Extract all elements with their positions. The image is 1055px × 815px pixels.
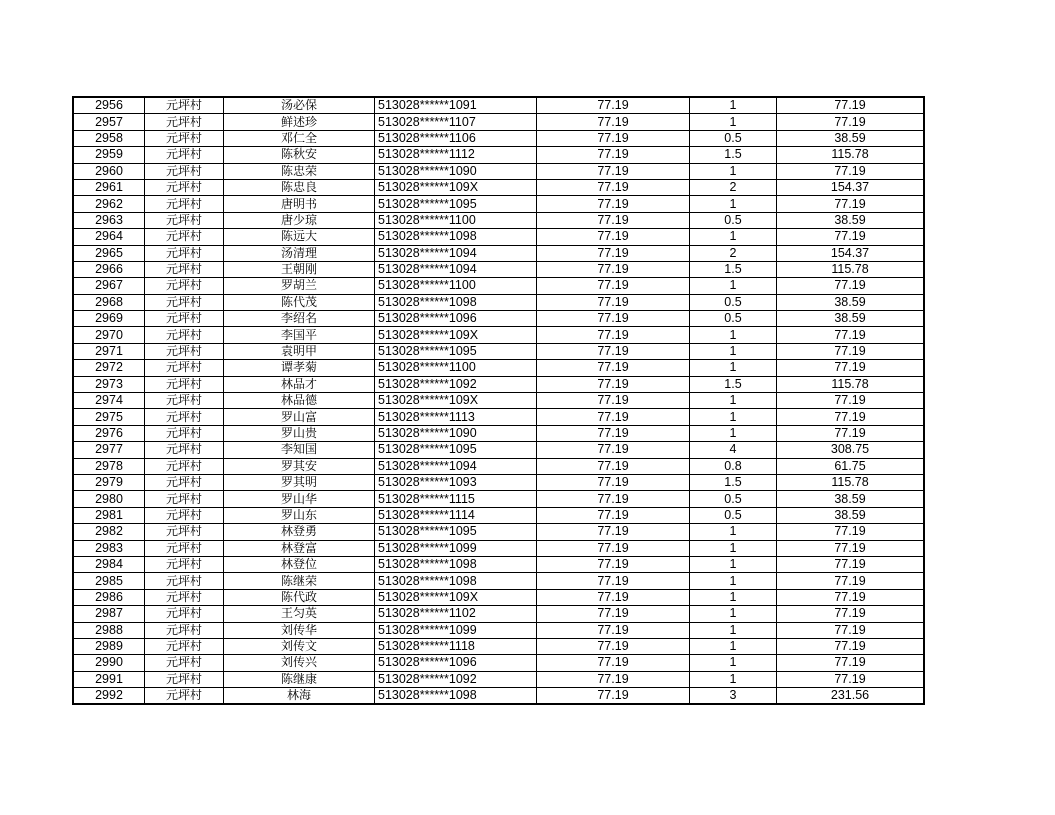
village-cell: 元坪村: [145, 524, 224, 540]
amount-cell: 38.59: [777, 130, 925, 146]
village-cell: 元坪村: [145, 163, 224, 179]
id-number-cell: 513028******1094: [375, 261, 537, 277]
rate-cell: 77.19: [537, 212, 690, 228]
area-cell: 1.5: [690, 376, 777, 392]
id-number-cell: 513028******1118: [375, 638, 537, 654]
amount-cell: 77.19: [777, 278, 925, 294]
rate-cell: 77.19: [537, 343, 690, 359]
name-cell: 林登位: [224, 556, 375, 572]
amount-cell: 115.78: [777, 474, 925, 490]
area-cell: 1: [690, 163, 777, 179]
village-cell: 元坪村: [145, 606, 224, 622]
table-row: [73, 474, 924, 490]
id-number-cell: 513028******109X: [375, 589, 537, 605]
name-cell: 陈继荣: [224, 573, 375, 589]
rate-cell: 77.19: [537, 622, 690, 638]
row-number-cell: 2966: [73, 261, 145, 277]
area-cell: 1: [690, 114, 777, 130]
rate-cell: 77.19: [537, 556, 690, 572]
area-cell: 1: [690, 196, 777, 212]
area-cell: 1: [690, 229, 777, 245]
village-cell: 元坪村: [145, 638, 224, 654]
table-row: [73, 622, 924, 638]
rate-cell: 77.19: [537, 524, 690, 540]
table-row: [73, 130, 924, 146]
village-cell: 元坪村: [145, 622, 224, 638]
village-cell: 元坪村: [145, 245, 224, 261]
area-cell: 0.5: [690, 491, 777, 507]
id-number-cell: 513028******1096: [375, 655, 537, 671]
area-cell: 0.5: [690, 212, 777, 228]
row-number-cell: 2980: [73, 491, 145, 507]
rate-cell: 77.19: [537, 229, 690, 245]
id-number-cell: 513028******1100: [375, 360, 537, 376]
name-cell: 汤清理: [224, 245, 375, 261]
village-cell: 元坪村: [145, 409, 224, 425]
id-number-cell: 513028******1098: [375, 556, 537, 572]
amount-cell: 38.59: [777, 491, 925, 507]
row-number-cell: 2983: [73, 540, 145, 556]
table-row: [73, 327, 924, 343]
name-cell: 李国平: [224, 327, 375, 343]
name-cell: 林登富: [224, 540, 375, 556]
name-cell: 王朝刚: [224, 261, 375, 277]
name-cell: 罗其安: [224, 458, 375, 474]
id-number-cell: 513028******1112: [375, 147, 537, 163]
name-cell: 袁明甲: [224, 343, 375, 359]
rate-cell: 77.19: [537, 179, 690, 195]
rate-cell: 77.19: [537, 114, 690, 130]
id-number-cell: 513028******1113: [375, 409, 537, 425]
amount-cell: 77.19: [777, 524, 925, 540]
table-row: [73, 393, 924, 409]
id-number-cell: 513028******1107: [375, 114, 537, 130]
table-row: [73, 179, 924, 195]
amount-cell: 77.19: [777, 327, 925, 343]
area-cell: 1: [690, 425, 777, 441]
id-number-cell: 513028******1095: [375, 524, 537, 540]
rate-cell: 77.19: [537, 97, 690, 114]
area-cell: 1: [690, 573, 777, 589]
area-cell: 0.5: [690, 130, 777, 146]
name-cell: 林品德: [224, 393, 375, 409]
table-row: [73, 278, 924, 294]
rate-cell: 77.19: [537, 311, 690, 327]
table-row: [73, 409, 924, 425]
name-cell: 陈秋安: [224, 147, 375, 163]
amount-cell: 38.59: [777, 507, 925, 523]
name-cell: 林登勇: [224, 524, 375, 540]
name-cell: 唐明书: [224, 196, 375, 212]
table-row: [73, 311, 924, 327]
name-cell: 陈代政: [224, 589, 375, 605]
row-number-cell: 2974: [73, 393, 145, 409]
village-cell: 元坪村: [145, 507, 224, 523]
table-row: [73, 442, 924, 458]
rate-cell: 77.19: [537, 491, 690, 507]
row-number-cell: 2968: [73, 294, 145, 310]
name-cell: 罗山东: [224, 507, 375, 523]
amount-cell: 77.19: [777, 655, 925, 671]
rate-cell: 77.19: [537, 196, 690, 212]
amount-cell: 38.59: [777, 311, 925, 327]
village-cell: 元坪村: [145, 261, 224, 277]
area-cell: 1.5: [690, 147, 777, 163]
row-number-cell: 2969: [73, 311, 145, 327]
rate-cell: 77.19: [537, 507, 690, 523]
id-number-cell: 513028******1094: [375, 458, 537, 474]
name-cell: 陈继康: [224, 671, 375, 687]
id-number-cell: 513028******1114: [375, 507, 537, 523]
row-number-cell: 2973: [73, 376, 145, 392]
village-cell: 元坪村: [145, 376, 224, 392]
amount-cell: 308.75: [777, 442, 925, 458]
name-cell: 陈忠荣: [224, 163, 375, 179]
area-cell: 1: [690, 524, 777, 540]
name-cell: 陈远大: [224, 229, 375, 245]
amount-cell: 77.19: [777, 622, 925, 638]
amount-cell: 77.19: [777, 343, 925, 359]
village-cell: 元坪村: [145, 688, 224, 705]
id-number-cell: 513028******1106: [375, 130, 537, 146]
amount-cell: 77.19: [777, 196, 925, 212]
row-number-cell: 2985: [73, 573, 145, 589]
amount-cell: 77.19: [777, 393, 925, 409]
amount-cell: 77.19: [777, 589, 925, 605]
rate-cell: 77.19: [537, 688, 690, 705]
amount-cell: 77.19: [777, 540, 925, 556]
id-number-cell: 513028******1098: [375, 294, 537, 310]
rate-cell: 77.19: [537, 671, 690, 687]
table-row: [73, 229, 924, 245]
table-row: [73, 425, 924, 441]
id-number-cell: 513028******109X: [375, 327, 537, 343]
village-cell: 元坪村: [145, 212, 224, 228]
row-number-cell: 2981: [73, 507, 145, 523]
row-number-cell: 2964: [73, 229, 145, 245]
table-row: [73, 638, 924, 654]
amount-cell: 115.78: [777, 376, 925, 392]
name-cell: 李绍名: [224, 311, 375, 327]
name-cell: 邓仁全: [224, 130, 375, 146]
row-number-cell: 2987: [73, 606, 145, 622]
table-row: [73, 589, 924, 605]
rate-cell: 77.19: [537, 474, 690, 490]
table-row: [73, 294, 924, 310]
village-cell: 元坪村: [145, 229, 224, 245]
table-row: [73, 655, 924, 671]
id-number-cell: 513028******1098: [375, 573, 537, 589]
table-row: [73, 147, 924, 163]
area-cell: 0.5: [690, 507, 777, 523]
id-number-cell: 513028******1095: [375, 343, 537, 359]
row-number-cell: 2962: [73, 196, 145, 212]
amount-cell: 77.19: [777, 606, 925, 622]
table-body: [73, 97, 924, 704]
area-cell: 1: [690, 589, 777, 605]
table-row: [73, 114, 924, 130]
amount-cell: 115.78: [777, 261, 925, 277]
row-number-cell: 2958: [73, 130, 145, 146]
row-number-cell: 2984: [73, 556, 145, 572]
table-row: [73, 491, 924, 507]
row-number-cell: 2976: [73, 425, 145, 441]
row-number-cell: 2975: [73, 409, 145, 425]
id-number-cell: 513028******109X: [375, 179, 537, 195]
name-cell: 汤必保: [224, 97, 375, 114]
rate-cell: 77.19: [537, 360, 690, 376]
amount-cell: 77.19: [777, 229, 925, 245]
amount-cell: 38.59: [777, 212, 925, 228]
village-cell: 元坪村: [145, 655, 224, 671]
amount-cell: 61.75: [777, 458, 925, 474]
village-cell: 元坪村: [145, 474, 224, 490]
area-cell: 4: [690, 442, 777, 458]
row-number-cell: 2965: [73, 245, 145, 261]
village-cell: 元坪村: [145, 540, 224, 556]
id-number-cell: 513028******1098: [375, 688, 537, 705]
area-cell: 0.5: [690, 294, 777, 310]
rate-cell: 77.19: [537, 458, 690, 474]
table-row: [73, 376, 924, 392]
row-number-cell: 2989: [73, 638, 145, 654]
name-cell: 刘传华: [224, 622, 375, 638]
row-number-cell: 2963: [73, 212, 145, 228]
table-row: [73, 507, 924, 523]
name-cell: 林品才: [224, 376, 375, 392]
area-cell: 1: [690, 343, 777, 359]
village-cell: 元坪村: [145, 196, 224, 212]
table-row: [73, 556, 924, 572]
amount-cell: 77.19: [777, 573, 925, 589]
area-cell: 1: [690, 638, 777, 654]
rate-cell: 77.19: [537, 589, 690, 605]
area-cell: 3: [690, 688, 777, 705]
area-cell: 1: [690, 393, 777, 409]
rate-cell: 77.19: [537, 376, 690, 392]
name-cell: 刘传文: [224, 638, 375, 654]
rate-cell: 77.19: [537, 327, 690, 343]
table-row: [73, 671, 924, 687]
area-cell: 1.5: [690, 261, 777, 277]
table-row: [73, 360, 924, 376]
rate-cell: 77.19: [537, 245, 690, 261]
area-cell: 1: [690, 556, 777, 572]
id-number-cell: 513028******1102: [375, 606, 537, 622]
village-cell: 元坪村: [145, 278, 224, 294]
row-number-cell: 2979: [73, 474, 145, 490]
id-number-cell: 513028******1093: [375, 474, 537, 490]
table-row: [73, 261, 924, 277]
row-number-cell: 2982: [73, 524, 145, 540]
name-cell: 鲜述珍: [224, 114, 375, 130]
village-cell: 元坪村: [145, 97, 224, 114]
name-cell: 谭孝菊: [224, 360, 375, 376]
amount-cell: 77.19: [777, 97, 925, 114]
table-row: [73, 245, 924, 261]
amount-cell: 38.59: [777, 294, 925, 310]
village-cell: 元坪村: [145, 671, 224, 687]
id-number-cell: 513028******1095: [375, 442, 537, 458]
name-cell: 王匀英: [224, 606, 375, 622]
village-cell: 元坪村: [145, 442, 224, 458]
name-cell: 唐少琼: [224, 212, 375, 228]
area-cell: 0.8: [690, 458, 777, 474]
rate-cell: 77.19: [537, 278, 690, 294]
rate-cell: 77.19: [537, 606, 690, 622]
name-cell: 罗山华: [224, 491, 375, 507]
amount-cell: 77.19: [777, 556, 925, 572]
village-cell: 元坪村: [145, 114, 224, 130]
name-cell: 罗山富: [224, 409, 375, 425]
village-cell: 元坪村: [145, 311, 224, 327]
amount-cell: 77.19: [777, 409, 925, 425]
table-row: [73, 196, 924, 212]
village-cell: 元坪村: [145, 179, 224, 195]
name-cell: 林海: [224, 688, 375, 705]
name-cell: 刘传兴: [224, 655, 375, 671]
table-row: [73, 163, 924, 179]
rate-cell: 77.19: [537, 638, 690, 654]
row-number-cell: 2977: [73, 442, 145, 458]
rate-cell: 77.19: [537, 393, 690, 409]
amount-cell: 77.19: [777, 360, 925, 376]
row-number-cell: 2990: [73, 655, 145, 671]
village-cell: 元坪村: [145, 393, 224, 409]
table-row: [73, 688, 924, 705]
id-number-cell: 513028******1092: [375, 376, 537, 392]
area-cell: 2: [690, 245, 777, 261]
rate-cell: 77.19: [537, 147, 690, 163]
amount-cell: 77.19: [777, 425, 925, 441]
rate-cell: 77.19: [537, 442, 690, 458]
row-number-cell: 2960: [73, 163, 145, 179]
name-cell: 李知国: [224, 442, 375, 458]
village-cell: 元坪村: [145, 130, 224, 146]
area-cell: 2: [690, 179, 777, 195]
village-cell: 元坪村: [145, 556, 224, 572]
row-number-cell: 2986: [73, 589, 145, 605]
area-cell: 1: [690, 606, 777, 622]
village-cell: 元坪村: [145, 360, 224, 376]
id-number-cell: 513028******1090: [375, 425, 537, 441]
name-cell: 陈代茂: [224, 294, 375, 310]
id-number-cell: 513028******109X: [375, 393, 537, 409]
row-number-cell: 2957: [73, 114, 145, 130]
id-number-cell: 513028******1095: [375, 196, 537, 212]
row-number-cell: 2992: [73, 688, 145, 705]
amount-cell: 77.19: [777, 163, 925, 179]
area-cell: 1: [690, 655, 777, 671]
village-cell: 元坪村: [145, 147, 224, 163]
rate-cell: 77.19: [537, 573, 690, 589]
village-cell: 元坪村: [145, 425, 224, 441]
row-number-cell: 2961: [73, 179, 145, 195]
row-number-cell: 2970: [73, 327, 145, 343]
table-row: [73, 212, 924, 228]
table-row: [73, 573, 924, 589]
name-cell: 罗山贵: [224, 425, 375, 441]
area-cell: 1: [690, 97, 777, 114]
amount-cell: 115.78: [777, 147, 925, 163]
amount-cell: 154.37: [777, 179, 925, 195]
row-number-cell: 2956: [73, 97, 145, 114]
id-number-cell: 513028******1100: [375, 212, 537, 228]
table-row: [73, 458, 924, 474]
table-row: [73, 97, 924, 114]
name-cell: 罗胡兰: [224, 278, 375, 294]
amount-cell: 231.56: [777, 688, 925, 705]
rate-cell: 77.19: [537, 163, 690, 179]
id-number-cell: 513028******1092: [375, 671, 537, 687]
village-cell: 元坪村: [145, 491, 224, 507]
rate-cell: 77.19: [537, 409, 690, 425]
rate-cell: 77.19: [537, 130, 690, 146]
area-cell: 1: [690, 540, 777, 556]
id-number-cell: 513028******1090: [375, 163, 537, 179]
row-number-cell: 2967: [73, 278, 145, 294]
village-cell: 元坪村: [145, 589, 224, 605]
rate-cell: 77.19: [537, 655, 690, 671]
name-cell: 罗其明: [224, 474, 375, 490]
village-cell: 元坪村: [145, 458, 224, 474]
table-row: [73, 343, 924, 359]
amount-cell: 77.19: [777, 114, 925, 130]
table-row: [73, 606, 924, 622]
data-table: [72, 96, 925, 705]
area-cell: 1: [690, 278, 777, 294]
amount-cell: 77.19: [777, 671, 925, 687]
village-cell: 元坪村: [145, 343, 224, 359]
id-number-cell: 513028******1100: [375, 278, 537, 294]
rate-cell: 77.19: [537, 261, 690, 277]
table-row: [73, 524, 924, 540]
row-number-cell: 2971: [73, 343, 145, 359]
area-cell: 1: [690, 327, 777, 343]
row-number-cell: 2959: [73, 147, 145, 163]
rate-cell: 77.19: [537, 425, 690, 441]
area-cell: 1.5: [690, 474, 777, 490]
id-number-cell: 513028******1091: [375, 97, 537, 114]
id-number-cell: 513028******1115: [375, 491, 537, 507]
village-cell: 元坪村: [145, 573, 224, 589]
id-number-cell: 513028******1099: [375, 540, 537, 556]
village-cell: 元坪村: [145, 327, 224, 343]
area-cell: 1: [690, 409, 777, 425]
amount-cell: 154.37: [777, 245, 925, 261]
row-number-cell: 2988: [73, 622, 145, 638]
row-number-cell: 2978: [73, 458, 145, 474]
rate-cell: 77.19: [537, 540, 690, 556]
table-row: [73, 540, 924, 556]
id-number-cell: 513028******1096: [375, 311, 537, 327]
area-cell: 1: [690, 671, 777, 687]
id-number-cell: 513028******1094: [375, 245, 537, 261]
rate-cell: 77.19: [537, 294, 690, 310]
row-number-cell: 2991: [73, 671, 145, 687]
area-cell: 1: [690, 360, 777, 376]
row-number-cell: 2972: [73, 360, 145, 376]
id-number-cell: 513028******1098: [375, 229, 537, 245]
area-cell: 1: [690, 622, 777, 638]
village-cell: 元坪村: [145, 294, 224, 310]
amount-cell: 77.19: [777, 638, 925, 654]
area-cell: 0.5: [690, 311, 777, 327]
name-cell: 陈忠良: [224, 179, 375, 195]
id-number-cell: 513028******1099: [375, 622, 537, 638]
